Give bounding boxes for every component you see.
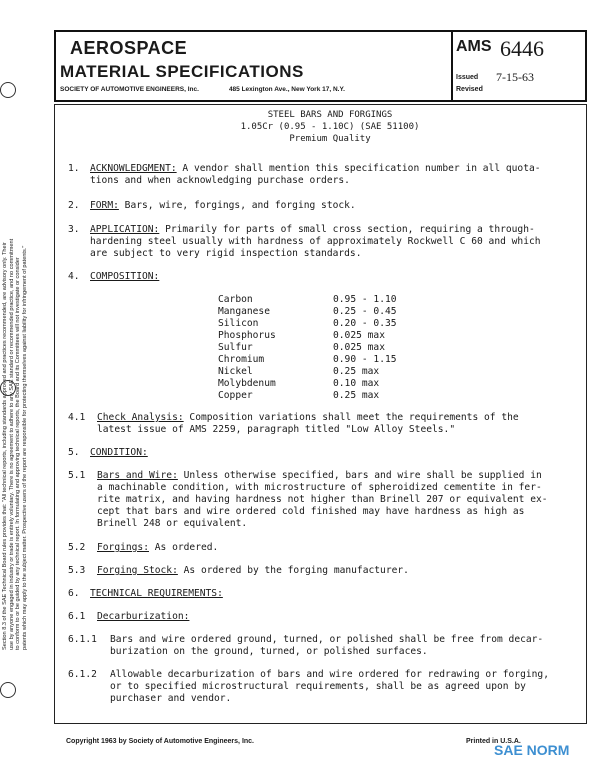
composition-value: 0.25 max <box>333 390 380 401</box>
section-6-1-2-text-3: purchaser and vendor. <box>110 693 232 704</box>
section-5-3-text: As ordered by the forging manufacturer. <box>183 565 409 576</box>
section-1-number: 1. <box>68 163 80 174</box>
disclaimer-line-1: Section 8.3 of the SAE Technical Board rules provides that: "All technical reports, including standards approved and practices recommended, are advisory only. Their <box>2 242 8 650</box>
section-6-1-number: 6.1 <box>68 611 86 622</box>
subject-line-3: Premium Quality <box>289 134 371 144</box>
composition-value: 0.25 - 0.45 <box>333 306 397 317</box>
composition-element: Silicon <box>218 318 259 329</box>
section-5-1-title: Bars and Wire: <box>97 470 178 481</box>
section-6-1-2-number: 6.1.2 <box>68 669 97 680</box>
punch-hole-icon <box>0 682 16 698</box>
section-4-1-number: 4.1 <box>68 412 86 423</box>
composition-element: Nickel <box>218 366 253 377</box>
section-5-2-title: Forgings: <box>97 542 149 553</box>
section-5-3-number: 5.3 <box>68 565 86 576</box>
composition-element: Manganese <box>218 306 270 317</box>
composition-value: 0.20 - 0.35 <box>333 318 397 329</box>
disclaimer-sidebar <box>2 90 28 650</box>
section-6-1-1-number: 6.1.1 <box>68 634 97 645</box>
society-line <box>60 86 345 93</box>
section-5-1-text-2: a machinable condition, with microstructure of spheroidized cementite in fer- <box>97 482 542 493</box>
section-5-1-text-3: rite matrix, and having hardness not higher than Brinell 207 or equivalent ex- <box>97 494 548 505</box>
section-1-text-2: tions and when acknowledging purchase orders. <box>90 175 350 186</box>
issued-date: 7-15-63 <box>496 70 534 84</box>
ams-label: AMS <box>456 38 492 55</box>
composition-element: Phosphorus <box>218 330 276 341</box>
ams-number: 6446 <box>500 36 544 61</box>
society-name: SOCIETY OF AUTOMOTIVE ENGINEERS, Inc. <box>60 86 199 93</box>
subject-line-2: 1.05Cr (0.95 - 1.10C) (SAE 51100) <box>240 122 420 132</box>
disclaimer-line-3: to conform to or be guided by any technical report. In formulating and approving technical reports, the Board and its Committees will not investigate or consider <box>15 257 22 650</box>
header-divider <box>451 32 453 100</box>
composition-value: 0.25 max <box>333 366 380 377</box>
section-2-text: Bars, wire, forgings, and forging stock. <box>124 200 356 211</box>
section-4-1-text-1: Composition variations shall meet the requirements of the <box>189 412 519 423</box>
composition-element: Carbon <box>218 294 253 305</box>
section-4-1-text-2: latest issue of AMS 2259, paragraph titled "Low Alloy Steels." <box>97 424 456 435</box>
section-3-text-1: Primarily for parts of small cross section, requiring a through- <box>165 224 535 235</box>
section-2-title: FORM: <box>90 200 119 211</box>
title-aerospace: AEROSPACE <box>70 38 188 58</box>
section-2-line <box>90 200 356 211</box>
section-4-1-line-1 <box>97 412 519 423</box>
section-6-1-1-text-1: Bars and wire ordered ground, turned, or polished shall be free from decar- <box>110 634 544 645</box>
section-4-title: COMPOSITION: <box>90 271 160 282</box>
section-5-3-title: Forging Stock: <box>97 565 178 576</box>
composition-element: Sulfur <box>218 342 253 353</box>
section-5-1-text-1: Unless otherwise specified, bars and wire shall be supplied in <box>183 470 542 481</box>
society-address: 485 Lexington Ave., New York 17, N.Y. <box>228 86 345 93</box>
disclaimer-line-4: patents which may apply to the subject matter. Prospective users of the report are responsible for protecting themselves against liability for infringement of patents." <box>21 245 28 650</box>
revised-label: Revised <box>456 86 483 93</box>
section-6-1-title: Decarburization: <box>97 611 190 622</box>
section-5-1-text-5: Brinell 248 or equivalent. <box>97 518 248 529</box>
section-5-2-number: 5.2 <box>68 542 86 553</box>
section-1-text-1: A vendor shall mention this specification number in all quota- <box>182 163 541 174</box>
section-5-number: 5. <box>68 447 80 458</box>
section-5-title: CONDITION: <box>90 447 148 458</box>
section-6-number: 6. <box>68 588 80 599</box>
section-3-text-2: hardening steel usually with hardness of approximately Rockwell C 60 and which <box>90 236 541 247</box>
section-3-text-3: are subject to very rigid inspection standards. <box>90 248 362 259</box>
composition-value: 0.025 max <box>333 330 385 341</box>
section-2-number: 2. <box>68 200 80 211</box>
composition-element: Molybdenum <box>218 378 276 389</box>
section-6-1-2-text-1: Allowable decarburization of bars and wire ordered for redrawing or forging, <box>110 669 549 680</box>
subject-line-1: STEEL BARS AND FORGINGS <box>267 110 393 120</box>
section-4-number: 4. <box>68 271 80 282</box>
section-6-title: TECHNICAL REQUIREMENTS: <box>90 588 223 599</box>
footer-copyright: Copyright 1963 by Society of Automotive Engineers, Inc. <box>66 738 255 745</box>
section-3-line-1 <box>90 224 535 235</box>
section-5-1-number: 5.1 <box>68 470 86 481</box>
section-5-2-text: As ordered. <box>154 542 219 553</box>
composition-element: Chromium <box>218 354 265 365</box>
sae-norm-logo <box>490 742 569 760</box>
composition-value: 0.90 - 1.15 <box>333 354 397 365</box>
composition-element: Copper <box>218 390 253 401</box>
disclaimer-line-2: use by anyone engaged in industry or trade is entirely voluntary. There is no agreement to adhere to any SAE standard or recommended practice, and no commitment <box>8 238 15 650</box>
section-1-line-1 <box>90 163 541 174</box>
footer-printed: Printed in U.S.A. <box>466 738 521 745</box>
header-box <box>54 30 587 102</box>
section-5-1-text-4: cept that bars and wire ordered cold finished may have hardness as high as <box>97 506 525 517</box>
section-6-1-1-text-2: burization on the ground, turned, or polished surfaces. <box>110 646 428 657</box>
section-6-1-2-text-2: or to specified microstructural requirements, shall be as agreed upon by <box>110 681 526 692</box>
title-material-specifications: MATERIAL SPECIFICATIONS <box>60 62 304 81</box>
punch-hole-icon <box>0 82 16 98</box>
composition-value: 0.10 max <box>333 378 380 389</box>
section-4-1-title: Check Analysis: <box>97 412 184 423</box>
section-5-3-line <box>97 565 409 576</box>
section-1-title: ACKNOWLEDGMENT: <box>90 163 177 174</box>
composition-value: 0.95 - 1.10 <box>333 294 397 305</box>
logo-text: SAE NORM <box>494 742 570 758</box>
composition-value: 0.025 max <box>333 342 385 353</box>
section-5-2-line <box>97 542 218 553</box>
section-5-1-line-1 <box>97 470 542 481</box>
issued-label: Issued <box>456 74 479 81</box>
punch-hole-icon <box>0 380 16 396</box>
section-3-title: APPLICATION: <box>90 224 160 235</box>
section-3-number: 3. <box>68 224 80 235</box>
